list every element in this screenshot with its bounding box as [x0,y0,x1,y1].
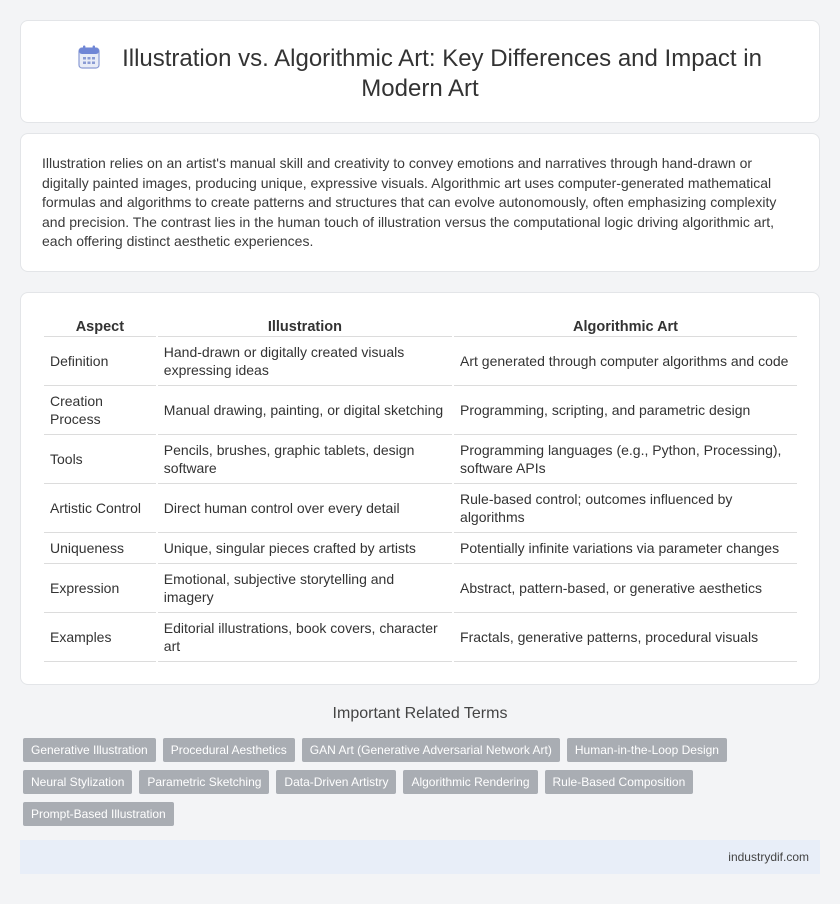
table-cell-algorithmic: Programming, scripting, and parametric design [454,386,797,435]
table-cell-illustration: Unique, singular pieces crafted by artists [158,533,452,564]
page-title: Illustration vs. Algorithmic Art: Key Differences and Impact in Modern Art [122,45,762,102]
table-cell-aspect: Artistic Control [44,484,156,533]
table-cell-illustration: Editorial illustrations, book covers, character art [158,613,452,662]
table-row [44,386,797,435]
header-algorithmic-art: Algorithmic Art [454,315,797,337]
related-term-tag[interactable]: Human-in-the-Loop Design [567,738,727,762]
related-term-tag[interactable]: Generative Illustration [23,738,156,762]
table-cell-illustration: Pencils, brushes, graphic tablets, design software [158,435,452,484]
table-cell-aspect: Expression [44,564,156,613]
table-cell-illustration: Hand-drawn or digitally created visuals expressing ideas [158,337,452,386]
intro-paragraph: Illustration relies on an artist's manual skill and creativity to convey emotions and narratives through hand-drawn or digitally painted images, producing unique, expressive visuals. Algorithmic art uses computer-generated mathematical formulas and algorithms to create patterns and structures that can evolve autonomously, often emphasizing complexity and precision. The contrast lies in the human touch of illustration versus the computational logic driving algorithmic art, each offering distinct aesthetic experiences. [42,155,777,250]
table-cell-aspect: Uniqueness [44,533,156,564]
table-cell-aspect: Examples [44,613,156,662]
table-row [44,564,797,613]
table-row [44,435,797,484]
footer-site-link[interactable]: industrydif.com [728,850,809,864]
table-cell-algorithmic: Fractals, generative patterns, procedural visuals [454,613,797,662]
table-cell-algorithmic: Potentially infinite variations via parameter changes [454,533,797,564]
footer [20,840,820,874]
table-cell-aspect: Creation Process [44,386,156,435]
intro-card [20,133,820,272]
related-term-tag[interactable]: Neural Stylization [23,770,132,794]
table-cell-illustration: Emotional, subjective storytelling and imagery [158,564,452,613]
header-card [20,20,820,123]
header-illustration: Illustration [158,315,452,337]
table-row [44,613,797,662]
table-row [44,337,797,386]
comparison-table [42,315,799,662]
table-cell-illustration: Manual drawing, painting, or digital sketching [158,386,452,435]
related-terms-title: Important Related Terms [332,705,508,722]
table-cell-algorithmic: Abstract, pattern-based, or generative aesthetics [454,564,797,613]
page-title-wrap [21,44,819,104]
table-cell-algorithmic: Rule-based control; outcomes influenced by algorithms [454,484,797,533]
related-term-tag[interactable]: Algorithmic Rendering [403,770,537,794]
table-cell-illustration: Direct human control over every detail [158,484,452,533]
header-aspect: Aspect [44,315,156,337]
related-term-tag[interactable]: Data-Driven Artistry [276,770,396,794]
table-cell-algorithmic: Art generated through computer algorithms and code [454,337,797,386]
related-term-tag[interactable]: Prompt-Based Illustration [23,802,174,826]
table-row [44,533,797,564]
related-terms-list [23,738,803,834]
table-cell-aspect: Definition [44,337,156,386]
table-row [44,484,797,533]
related-term-tag[interactable]: Rule-Based Composition [545,770,694,794]
table-header-row [44,315,797,337]
calendar-icon [78,45,100,69]
table-cell-aspect: Tools [44,435,156,484]
table-cell-algorithmic: Programming languages (e.g., Python, Processing), software APIs [454,435,797,484]
comparison-table-card [20,292,820,685]
related-term-tag[interactable]: Parametric Sketching [139,770,269,794]
related-term-tag[interactable]: Procedural Aesthetics [163,738,295,762]
related-term-tag[interactable]: GAN Art (Generative Adversarial Network Art) [302,738,560,762]
